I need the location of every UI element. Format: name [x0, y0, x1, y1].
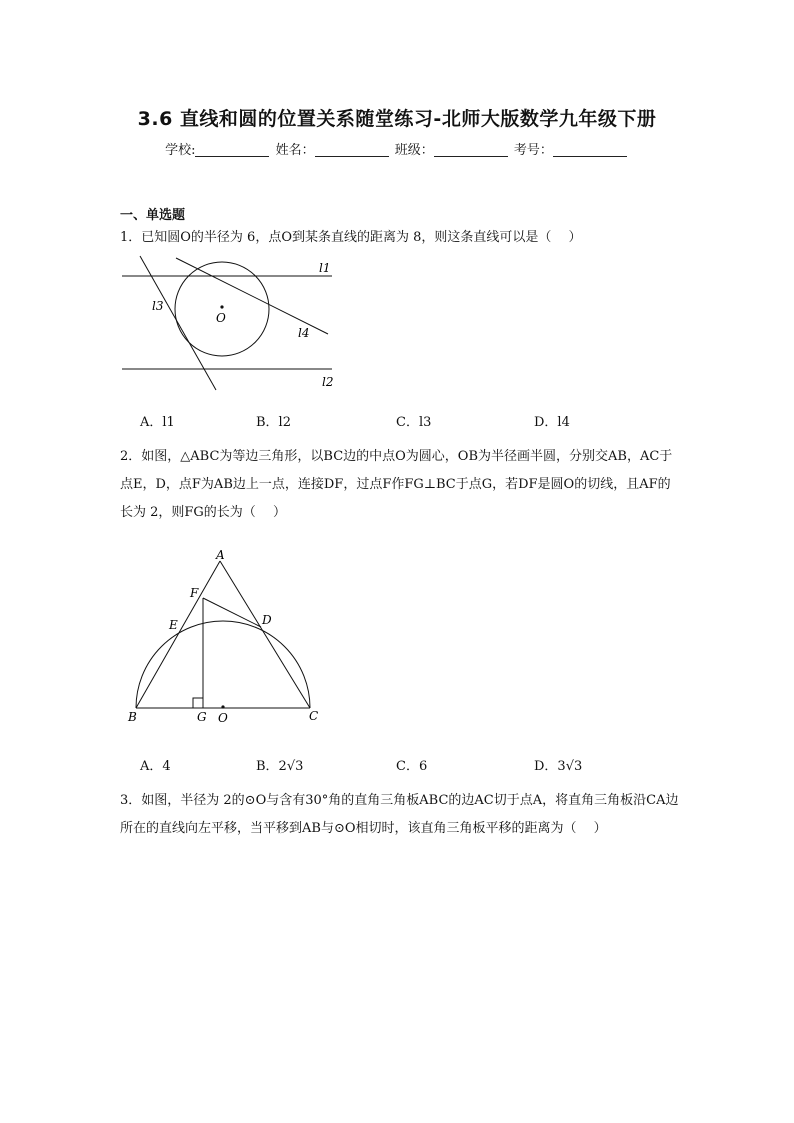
school-label: 学校: [165, 143, 196, 158]
question-2-text: 2．如图，△ABC为等边三角形，以BC边的中点O为圆心，OB为半径画半圆，分别交AB，AC于点E，D，点F为AB边上一点，连接DF，过点F作FG⊥BC于点G，若DF是圆O的切线，且AF的长为 2，则FG的长为（ ） [120, 449, 673, 520]
question-2-options [140, 755, 680, 775]
question-1-options [140, 411, 680, 431]
class-label: 班级： [394, 143, 434, 158]
option-b[interactable]: B．l2 [256, 415, 291, 430]
number-blank[interactable] [553, 142, 627, 157]
page-title: 3.6 直线和圆的位置关系随堂练习-北师大版数学九年级下册 [137, 108, 657, 130]
center-point-o [221, 705, 224, 708]
student-info-line [0, 139, 794, 158]
label-o: O [218, 711, 228, 725]
option-c[interactable]: C．l3 [396, 415, 432, 430]
label-b: B [128, 710, 137, 724]
label-g: G [197, 710, 207, 724]
question-3-text: 3．如图，半径为 2的⊙O与含有30°角的直角三角板ABC的边AC切于点A，将直角三角板沿CA边所在的直线向左平移，当平移到AB与⊙O相切时，该直角三角板平移的距离为（ ） [120, 793, 679, 836]
number-label: 考号： [513, 143, 553, 158]
option-b[interactable]: B．2√3 [256, 759, 304, 774]
option-a[interactable]: A．l1 [140, 415, 175, 430]
label-o: O [216, 311, 226, 325]
line-l4 [176, 258, 331, 334]
label-d: D [262, 613, 272, 627]
class-blank[interactable] [434, 142, 508, 157]
label-l1: l1 [319, 261, 331, 275]
segment-df [203, 598, 261, 627]
label-l3: l3 [152, 299, 164, 313]
option-d[interactable]: D．l4 [534, 415, 570, 430]
section-heading: 一、单选题 [120, 208, 186, 223]
name-blank[interactable] [315, 142, 389, 157]
question-1-figure [118, 252, 340, 398]
name-label: 姓名： [275, 143, 315, 158]
label-f: F [190, 586, 199, 600]
label-l2: l2 [322, 375, 334, 389]
label-c: C [309, 709, 319, 723]
segment-ac [220, 561, 310, 708]
school-blank[interactable] [195, 142, 269, 157]
right-angle-mark [193, 698, 203, 708]
segment-ab [136, 561, 220, 708]
option-d[interactable]: D．3√3 [534, 759, 583, 774]
question-1-text: 1．已知圆O的半径为 6，点O到某条直线的距离为 8，则这条直线可以是（ ） [120, 230, 582, 245]
question-2-figure [122, 545, 334, 730]
label-l4: l4 [298, 326, 310, 340]
label-a: A [216, 548, 225, 562]
label-e: E [169, 618, 178, 632]
option-a[interactable]: A．4 [140, 759, 171, 774]
center-point-o [220, 305, 223, 308]
option-c[interactable]: C．6 [396, 759, 428, 774]
